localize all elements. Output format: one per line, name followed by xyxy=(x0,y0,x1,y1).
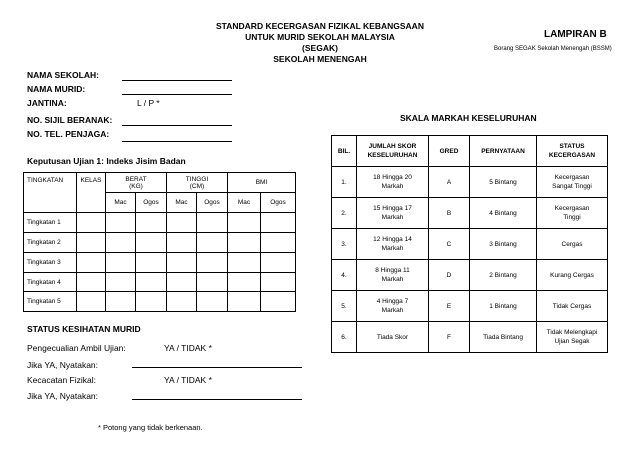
cell-skor-2: Markah xyxy=(381,245,404,252)
cell-skor-1: 8 Hingga 11 xyxy=(375,267,410,274)
bmi-table xyxy=(23,172,296,312)
cell[interactable] xyxy=(228,292,261,312)
cell-gred: A xyxy=(429,167,470,198)
cell[interactable] xyxy=(261,253,296,273)
th-gred: GRED xyxy=(429,136,470,167)
jantina-value[interactable]: L / P * xyxy=(137,98,160,108)
th-bmi-ogos: Ogos xyxy=(261,193,296,213)
cell-skor-1: 12 Hingga 14 xyxy=(373,236,412,243)
jika-ya-2-line[interactable] xyxy=(132,399,302,400)
document-header xyxy=(175,21,465,65)
th-tinggi-2: (CM) xyxy=(189,182,205,190)
table-row xyxy=(24,273,296,292)
cell-status: Kurang Cergas xyxy=(537,260,608,291)
th-berat-1: BERAT xyxy=(125,175,147,183)
cell[interactable] xyxy=(106,292,136,312)
pengecualian-value[interactable]: YA / TIDAK * xyxy=(164,343,212,353)
cell[interactable] xyxy=(167,273,197,292)
cell[interactable] xyxy=(136,292,167,312)
cell-gred: E xyxy=(429,291,470,322)
cell-gred: F xyxy=(429,322,470,353)
cell-status-2: Ujian Segak xyxy=(554,338,590,345)
th-tinggi-1: TINGGI xyxy=(185,175,209,183)
cell[interactable] xyxy=(77,233,106,253)
cell-skor-2: Markah xyxy=(381,214,404,221)
cell-pernyataan: 3 Bintang xyxy=(470,229,537,260)
th-tinggi-mac: Mac xyxy=(167,193,197,213)
jika-ya-2-label: Jika YA, Nyatakan: xyxy=(27,391,99,401)
cell-skor-1: 15 Hingga 17 xyxy=(373,205,412,212)
cell[interactable] xyxy=(228,233,261,253)
cell-skor-2: Markah xyxy=(381,183,404,190)
cell-pernyataan: 4 Bintang xyxy=(470,198,537,229)
row-label: Tingkatan 5 xyxy=(24,292,77,312)
lampiran-label: LAMPIRAN B xyxy=(544,29,607,40)
header-line-2: UNTUK MURID SEKOLAH MALAYSIA xyxy=(245,32,395,42)
th-tingkatan: TINGKATAN xyxy=(24,173,77,213)
cell[interactable] xyxy=(167,213,197,233)
cell-status-2: Tinggi xyxy=(563,214,581,221)
jantina-label: JANTINA: xyxy=(27,98,67,108)
nama-murid-label: NAMA MURID: xyxy=(27,84,86,94)
table-row xyxy=(24,292,296,312)
cell[interactable] xyxy=(197,273,228,292)
cell-status: Cergas xyxy=(537,229,608,260)
table-row xyxy=(332,291,608,322)
no-tel-line[interactable] xyxy=(122,141,232,142)
cell[interactable] xyxy=(106,253,136,273)
no-sijil-line[interactable] xyxy=(122,125,232,126)
th-jumlah-1: JUMLAH SKOR xyxy=(368,143,417,150)
th-berat-mac: Mac xyxy=(106,193,136,213)
borang-label: Borang SEGAK Sekolah Menengah (BSSM) xyxy=(494,46,612,52)
th-bmi: BMI xyxy=(228,173,296,193)
cell-pernyataan: 2 Bintang xyxy=(470,260,537,291)
cell[interactable] xyxy=(261,213,296,233)
cell[interactable] xyxy=(197,292,228,312)
header-line-1: STANDARD KECERGASAN FIZIKAL KEBANGSAAN xyxy=(216,21,424,31)
cell-skor xyxy=(357,260,429,291)
cell-status-1: Tidak Melengkapi xyxy=(546,329,598,336)
cell-skor xyxy=(357,167,429,198)
no-sijil-label: NO. SIJIL BERANAK: xyxy=(27,115,113,125)
kecacatan-label: Kecacatan Fizikal: xyxy=(27,375,96,385)
table-row xyxy=(24,253,296,273)
cell-bil: 6. xyxy=(332,322,357,353)
row-label: Tingkatan 3 xyxy=(24,253,77,273)
cell[interactable] xyxy=(167,233,197,253)
jika-ya-1-label: Jika YA, Nyatakan: xyxy=(27,360,99,370)
footnote: * Potong yang tidak berkenaan. xyxy=(98,423,203,432)
cell-bil: 5. xyxy=(332,291,357,322)
cell[interactable] xyxy=(197,253,228,273)
cell[interactable] xyxy=(261,292,296,312)
th-status xyxy=(537,136,608,167)
cell[interactable] xyxy=(136,273,167,292)
row-label: Tingkatan 1 xyxy=(24,213,77,233)
cell[interactable] xyxy=(136,253,167,273)
cell[interactable] xyxy=(197,233,228,253)
no-tel-label: NO. TEL. PENJAGA: xyxy=(27,129,110,139)
cell-status xyxy=(537,198,608,229)
cell[interactable] xyxy=(106,233,136,253)
cell-gred: D xyxy=(429,260,470,291)
th-tinggi xyxy=(167,173,228,193)
cell-skor-1: 4 Hingga 7 xyxy=(376,298,409,305)
jika-ya-1-line[interactable] xyxy=(132,367,302,368)
table-row xyxy=(332,167,608,198)
cell[interactable] xyxy=(77,273,106,292)
cell[interactable] xyxy=(197,213,228,233)
kecacatan-value[interactable]: YA / TIDAK * xyxy=(164,375,212,385)
cell[interactable] xyxy=(77,292,106,312)
nama-sekolah-label: NAMA SEKOLAH: xyxy=(27,70,99,80)
cell-skor-2: Markah xyxy=(381,307,404,314)
cell-skor xyxy=(357,229,429,260)
pengecualian-label: Pengecualian Ambil Ujian: xyxy=(27,343,126,353)
cell[interactable] xyxy=(136,233,167,253)
cell[interactable] xyxy=(167,253,197,273)
row-label: Tingkatan 4 xyxy=(24,273,77,292)
th-status-1: STATUS xyxy=(559,143,585,150)
th-status-2: KECERGASAN xyxy=(548,152,596,159)
cell-pernyataan: 5 Bintang xyxy=(470,167,537,198)
th-pernyataan: PERNYATAAN xyxy=(470,136,537,167)
cell-status xyxy=(537,167,608,198)
cell-bil: 2. xyxy=(332,198,357,229)
row-label: Tingkatan 2 xyxy=(24,233,77,253)
cell-status xyxy=(537,322,608,353)
th-tinggi-ogos: Ogos xyxy=(197,193,228,213)
th-berat-ogos: Ogos xyxy=(136,193,167,213)
cell-bil: 1. xyxy=(332,167,357,198)
table-row xyxy=(24,233,296,253)
table-row xyxy=(24,213,296,233)
cell[interactable] xyxy=(261,273,296,292)
th-jumlah-2: KESELURUHAN xyxy=(367,152,418,159)
cell-skor-1: 18 Hingga 20 xyxy=(373,174,412,181)
cell[interactable] xyxy=(228,253,261,273)
cell[interactable] xyxy=(77,253,106,273)
status-title: STATUS KESIHATAN MURID xyxy=(27,324,141,334)
cell-skor-2: Markah xyxy=(381,276,404,283)
th-berat xyxy=(106,173,167,193)
table-row xyxy=(332,198,608,229)
cell-bil: 3. xyxy=(332,229,357,260)
bmi-section-title: Keputusan Ujian 1: Indeks Jisim Badan xyxy=(27,156,186,166)
th-berat-2: (KG) xyxy=(129,182,143,190)
cell-status: Tidak Cergas xyxy=(537,291,608,322)
cell-bil: 4. xyxy=(332,260,357,291)
cell-status-2: Sangat Tinggi xyxy=(552,183,592,190)
th-bmi-mac: Mac xyxy=(228,193,261,213)
cell[interactable] xyxy=(106,213,136,233)
cell-status-1: Kecergasan xyxy=(554,205,590,212)
nama-sekolah-line[interactable] xyxy=(122,80,232,81)
cell-skor xyxy=(357,198,429,229)
cell[interactable] xyxy=(228,213,261,233)
th-kelas: KELAS xyxy=(77,173,106,213)
nama-murid-line[interactable] xyxy=(122,94,232,95)
header-line-4: SEKOLAH MENENGAH xyxy=(273,54,367,64)
cell-status-1: Kecergasan xyxy=(554,174,590,181)
skala-table xyxy=(331,135,608,353)
cell-skor: Tiada Skor xyxy=(357,322,429,353)
cell-pernyataan: 1 Bintang xyxy=(470,291,537,322)
cell-pernyataan: Tiada Bintang xyxy=(470,322,537,353)
cell[interactable] xyxy=(77,213,106,233)
cell[interactable] xyxy=(228,273,261,292)
table-row xyxy=(332,260,608,291)
cell[interactable] xyxy=(136,213,167,233)
cell-gred: C xyxy=(429,229,470,260)
cell-gred: B xyxy=(429,198,470,229)
cell[interactable] xyxy=(167,292,197,312)
th-jumlah xyxy=(357,136,429,167)
th-bil: BIL. xyxy=(332,136,357,167)
header-line-3: (SEGAK) xyxy=(302,43,338,53)
table-row xyxy=(332,322,608,353)
cell[interactable] xyxy=(106,273,136,292)
skala-title: SKALA MARKAH KESELURUHAN xyxy=(400,113,537,123)
cell-skor xyxy=(357,291,429,322)
cell[interactable] xyxy=(261,233,296,253)
table-row xyxy=(332,229,608,260)
